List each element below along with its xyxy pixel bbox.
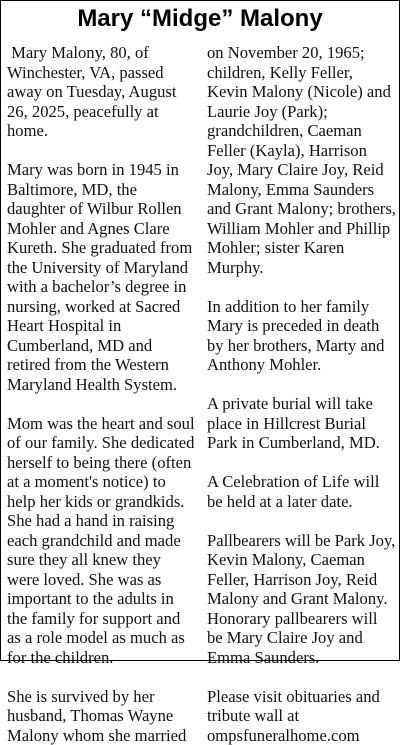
paragraph-intro: Mary Malony, 80, of Winchester, VA, passed away on Tuesday, August 26, 2025, peacefully at home. [7, 43, 197, 141]
paragraph-pallbearers: Pallbearers will be Park Joy, Kevin Malony, Caeman Feller, Harrison Joy, Reid Malony and Grant Malony. Honorary pallbearers will be Mary Claire Joy and Emma Saunders. [207, 531, 397, 668]
paragraph-family-tribute: Mom was the heart and soul of our family. She dedicated herself to being there (often at a moment's notice) to help her kids or grandkids. She had a hand in raising each grandchild and made sure they all knew they were loved. She was as important to the adults in the family for support and as a role model as much as for the children. [7, 414, 197, 668]
paragraph-survivors-continued: on November 20, 1965; children, Kelly Feller, Kevin Malony (Nicole) and Laurie Joy (Park); grandchildren, Caeman Feller (Kayla), Harrison Joy, Mary Claire Joy, Reid Malony, Emma Saunders and Grant Malony; brothers, William Mohler and Phillip Mohler; sister Karen Murphy. [207, 43, 397, 277]
right-column [207, 43, 397, 745]
paragraph-celebration-of-life: A Celebration of Life will be held at a later date. [207, 472, 397, 511]
paragraph-burial: A private burial will take place in Hillcrest Burial Park in Cumberland, MD. [207, 394, 397, 453]
obituary-title: Mary “Midge” Malony [1, 5, 399, 33]
paragraph-tribute-wall: Please visit obituaries and tribute wall at ompsfuneralhome.com [207, 687, 397, 745]
left-column [7, 43, 197, 745]
paragraph-preceded-in-death: In addition to her family Mary is preceded in death by her brothers, Marty and Anthony Mohler. [207, 297, 397, 375]
paragraph-survivors-start: She is survived by her husband, Thomas Wayne Malony whom she married [7, 687, 197, 745]
paragraph-biography: Mary was born in 1945 in Baltimore, MD, the daughter of Wilbur Rollen Mohler and Agnes Clare Kureth. She graduated from the University of Maryland with a bachelor’s degree in nursing, worked at Sacred Heart Hospital in Cumberland, MD and retired from the Western Maryland Health System. [7, 160, 197, 394]
